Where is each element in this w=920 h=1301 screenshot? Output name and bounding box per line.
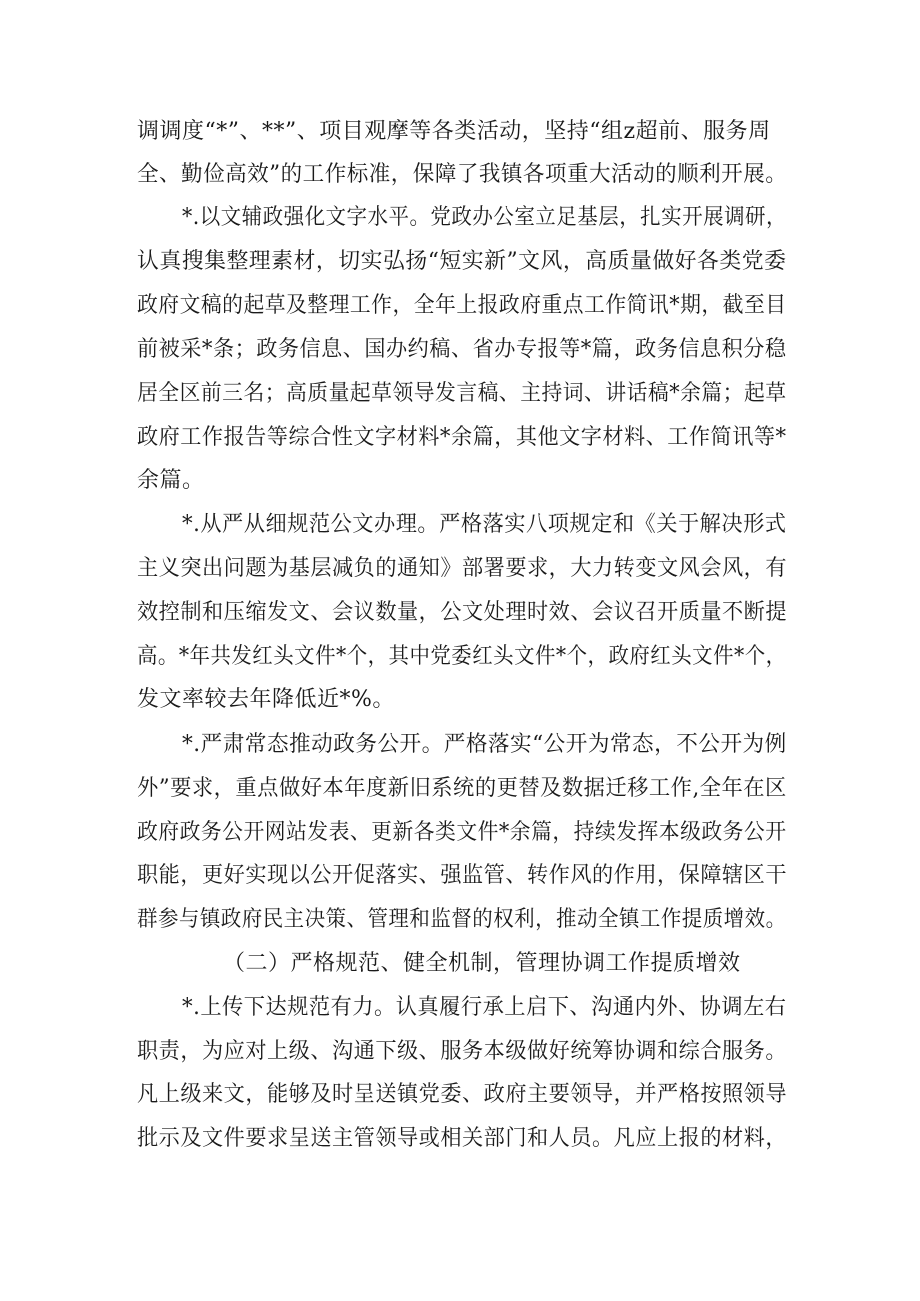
paragraph-first-line: *.严肃常态推动政务公开。严格落实“公开为常态，不公开为例 xyxy=(182,732,787,757)
text-line: 居全区前三名；高质量起草领导发言稿、主持词、讲话稿*余篇；起草 xyxy=(137,381,787,406)
text-line: 效控制和压缩发文、会议数量，公文处理时效、会议召开质量不断提 xyxy=(137,600,788,625)
text-line: 政府政务公开网站发表、更新各类文件*余篇，持续发挥本级政务公开 xyxy=(137,820,787,845)
text-line: 凡上级来文，能够及时呈送镇党委、政府主要领导，并严格按照领导 xyxy=(137,1082,788,1107)
section-heading: （二）严格规范、健全机制，管理协调工作提质增效 xyxy=(223,951,741,976)
paragraph-first-line: *.从严从细规范公文办理。严格落实八项规定和《关于解决形式 xyxy=(182,512,787,537)
paragraph-first-line: *.上传下达规范有力。认真履行承上启下、沟通内外、协调左右 xyxy=(182,995,787,1020)
text-line: 认真搜集整理素材，切实弘扬“短实新”文风，高质量做好各类党委 xyxy=(137,249,787,274)
text-line: 批示及文件要求呈送主管领导或相关部门和人员。凡应上报的材料， xyxy=(137,1126,788,1151)
text-line: 职责，为应对上级、沟通下级、服务本级做好统筹协调和综合服务。 xyxy=(137,1039,788,1064)
text-line: 职能，更好实现以公开促落实、强监管、转作风的作用，保障辖区干 xyxy=(137,863,788,888)
paragraph-first-line: *.以文辅政强化文字水平。党政办公室立足基层，扎实开展调研， xyxy=(182,205,787,230)
text-line: 政府工作报告等综合性文字材料*余篇，其他文字材料、工作简讯等* xyxy=(137,425,787,450)
text-line: 政府文稿的起草及整理工作，全年上报政府重点工作简讯*期，截至目 xyxy=(137,293,787,318)
text-line: 余篇。 xyxy=(137,468,205,493)
text-line: 前被采*条；政务信息、国办约稿、省办专报等*篇，政务信息积分稳 xyxy=(137,337,787,362)
text-line: 外”要求，重点做好本年度新旧系统的更替及数据迁移工作,全年在区 xyxy=(137,776,787,801)
text-line: 全、勤俭高效”的工作标准，保障了我镇各项重大活动的顺利开展。 xyxy=(137,162,788,187)
text-line: 群参与镇政府民主决策、管理和监督的权利，推动全镇工作提质增效。 xyxy=(137,907,787,932)
text-line: 调调度“*”、**”、项目观摩等各类活动，坚持“组z超前、服务周 xyxy=(137,119,771,144)
text-line: 发文率较去年降低近*%。 xyxy=(137,687,395,712)
text-line: 高。*年共发红头文件*个，其中党委红头文件*个，政府红头文件*个， xyxy=(137,644,787,669)
text-line: 主义突出问题为基层减负的通知》部署要求，大力转变文风会风，有 xyxy=(137,556,788,581)
